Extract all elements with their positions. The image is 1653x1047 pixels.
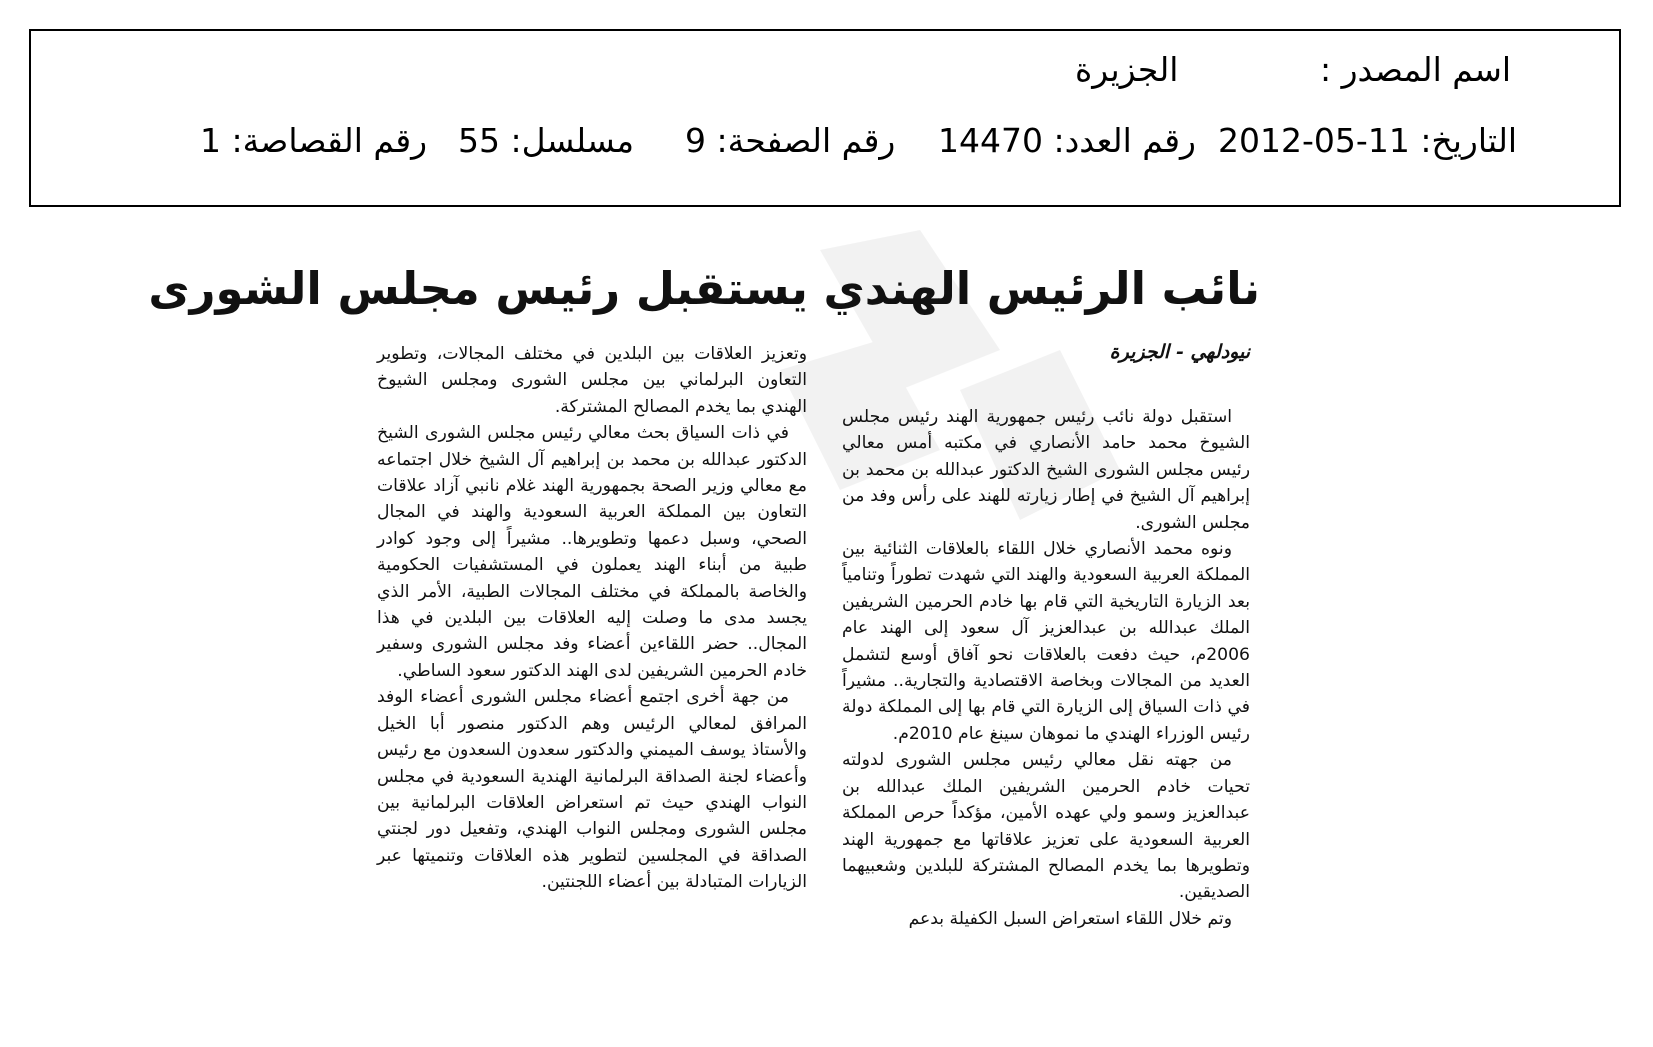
source-value: الجزيرة bbox=[1075, 50, 1179, 89]
article-column-right bbox=[842, 404, 1250, 932]
article-byline: نيودلهي - الجزيرة bbox=[1109, 341, 1250, 363]
issue-number-field: رقم العدد: 14470 bbox=[938, 121, 1196, 160]
page-number-field: رقم الصفحة: 9 bbox=[685, 121, 896, 160]
paragraph: وتعزيز العلاقات بين البلدين في مختلف المجالات، وتطوير التعاون البرلماني بين مجلس الشورى ومجلس الشيوخ الهندي بما يخدم المصالح المشتركة. bbox=[377, 344, 807, 417]
paragraph: وتم خلال اللقاء استعراض السبل الكفيلة بدعم bbox=[908, 908, 1232, 929]
serial-field: مسلسل: 55 bbox=[458, 121, 635, 160]
paragraph: استقبل دولة نائب رئيس جمهورية الهند رئيس مجلس الشيوخ محمد حامد الأنصاري في مكتبه أمس معالي رئيس مجلس الشورى الشيخ الدكتور عبدالله بن محمد بن إبراهيم آل الشيخ في إطار زيارته للهند على رأس وفد من مجلس الشورى. bbox=[842, 407, 1250, 533]
date-field: التاريخ: 11-05-2012 bbox=[1218, 121, 1518, 160]
paragraph: من جهته نقل معالي رئيس مجلس الشورى لدولته تحيات خادم الحرمين الشريفين الملك عبدالله بن عبدالعزيز وسمو ولي عهده الأمين، مؤكداً حرص المملكة العربية السعودية على تعزيز علاقاتها مع جمهورية الهند وتطويرها بما يخدم المصالح المشتركة للبلدين وشعبيهما الصديقين. bbox=[842, 750, 1250, 903]
source-label: اسم المصدر : bbox=[1320, 50, 1512, 89]
paragraph: ونوه محمد الأنصاري خلال اللقاء بالعلاقات الثنائية بين المملكة العربية السعودية والهند التي شهدت تطوراً وتنامياً بعد الزيارة التاريخية التي قام بها خادم الحرمين الشريفين الملك عبدالله بن عبدالعزيز آل سعود إلى الهند عام 2006م، حيث دفعت بالعلاقات نحو آفاق أوسع لتشمل العديد من المجالات وبخاصة الاقتصادية والتجارية.. مشيراً في ذات السياق إلى الزيارة التي قام بها إلى المملكة دولة رئيس الوزراء الهندي ما نموهان سينغ عام 2010م. bbox=[842, 539, 1250, 744]
paragraph: من جهة أخرى اجتمع أعضاء مجلس الشورى أعضاء الوفد المرافق لمعالي الرئيس وهم الدكتور منصور أبا الخيل والأستاذ يوسف الميمني والدكتور سعدون السعدون مع رئيس وأعضاء لجنة الصداقة البرلمانية الهندية السعودية في مجلس النواب الهندي حيث تم استعراض العلاقات البرلمانية بين مجلس الشورى ومجلس النواب الهندي، وتفعيل دور لجنتي الصداقة في المجلسين لتطوير هذه العلاقات وتنميتها عبر الزيارات المتبادلة بين أعضاء اللجنتين. bbox=[377, 687, 807, 893]
clip-number-field: رقم القصاصة: 1 bbox=[200, 121, 428, 160]
article-column-left bbox=[377, 341, 807, 896]
paragraph: في ذات السياق بحث معالي رئيس مجلس الشورى الشيخ الدكتور عبدالله بن محمد بن إبراهيم آل الشيخ خلال اجتماعه مع معالي وزير الصحة بجمهورية الهند غلام نانبي آزاد علاقات التعاون بين المملكة العربية السعودية والهند في المجال الصحي، وسبل دعمها وتطويرها.. مشيراً إلى وجود كوادر طبية من أبناء الهند يعملون في المستشفيات الحكومية والخاصة بالمملكة في مختلف المجالات الطبية، الأمر الذي يجسد مدى ما وصلت إليه العلاقات بين البلدين في هذا المجال.. حضر اللقاءين أعضاء وفد مجلس الشورى وسفير خادم الحرمين الشريفين لدى الهند الدكتور سعود الساطي. bbox=[377, 423, 807, 681]
article-headline: نائب الرئيس الهندي يستقبل رئيس مجلس الشورى bbox=[148, 262, 1260, 315]
